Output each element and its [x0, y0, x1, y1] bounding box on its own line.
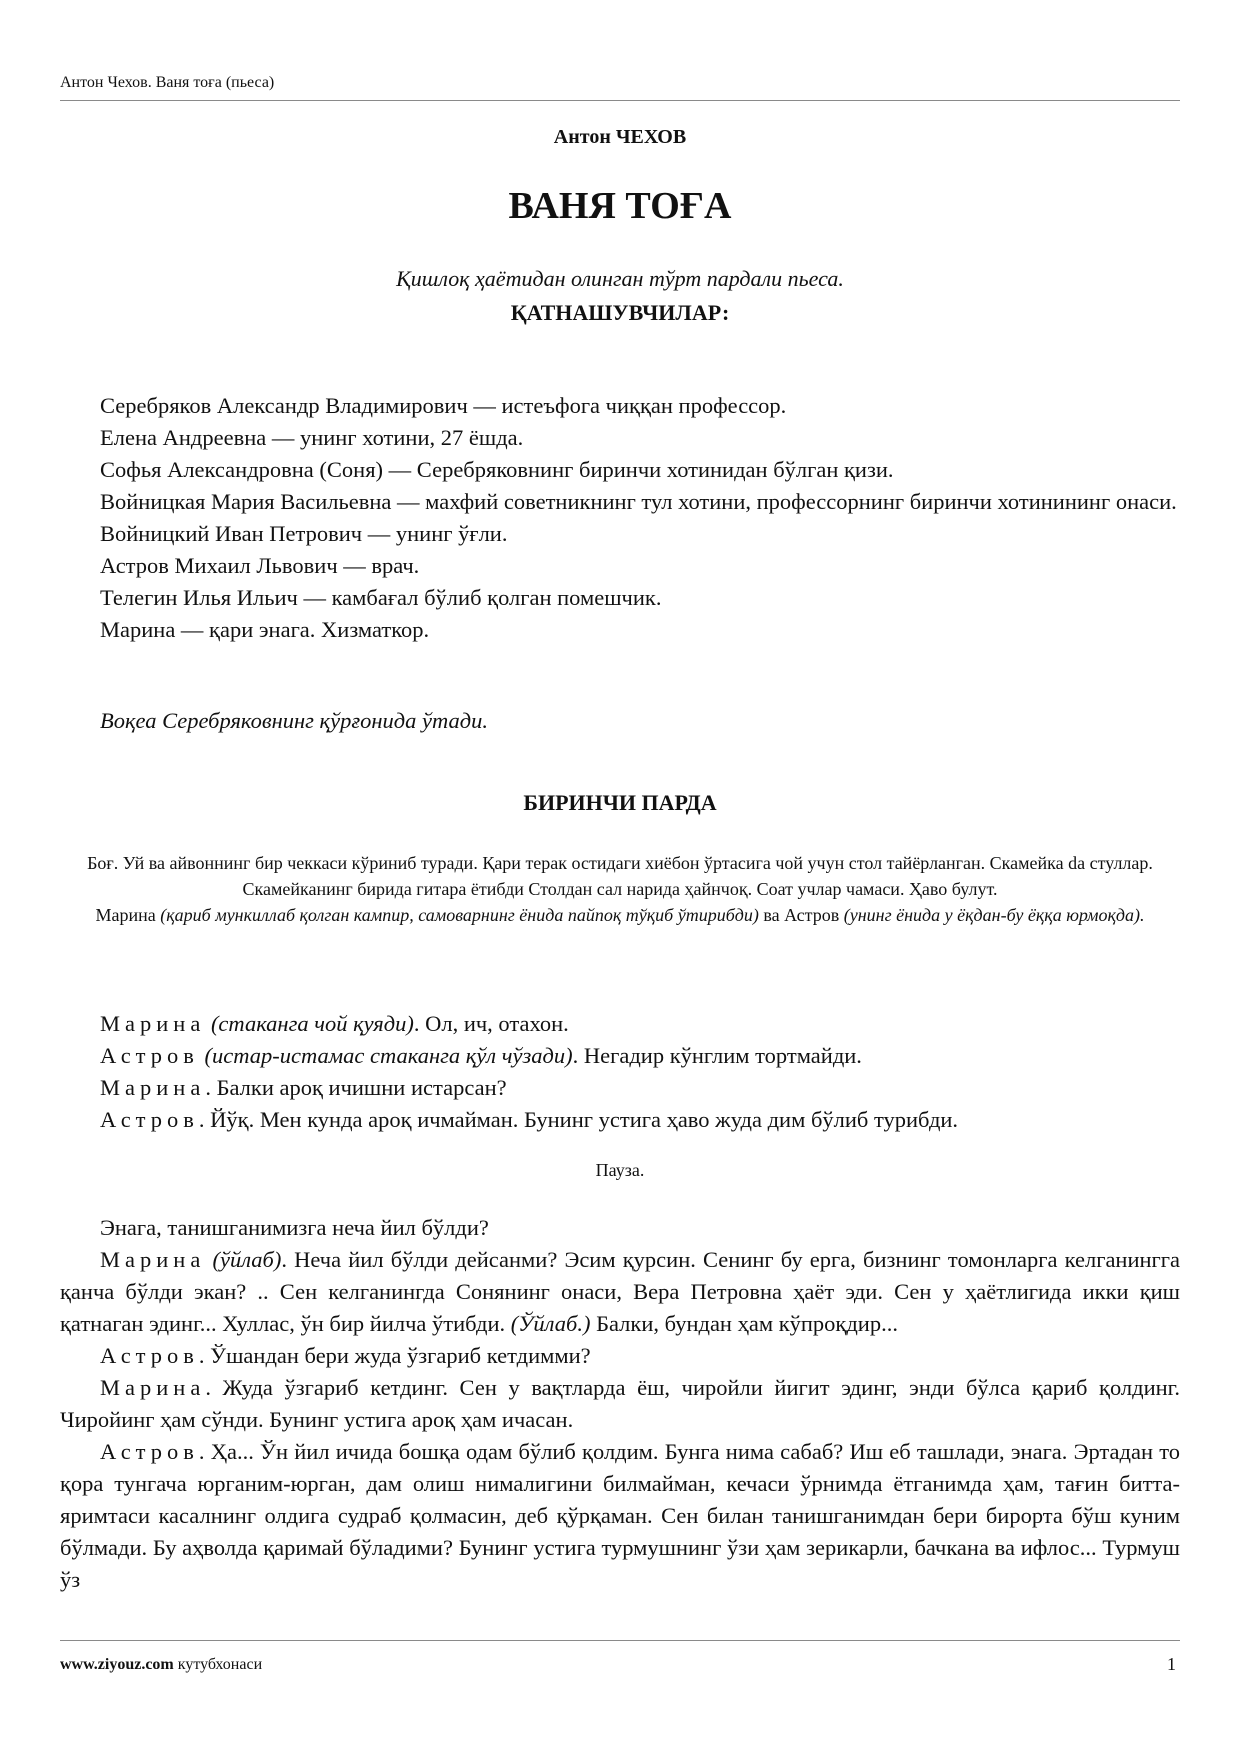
stage-direction [60, 850, 1180, 928]
cast-item: Серебряков Александр Владимирович — истеъфога чиққан профессор. [100, 393, 787, 418]
dialogue-line: Энага, танишганимизга неча йил бўлди? [100, 1215, 489, 1240]
cast-heading: ҚАТНАШУВЧИЛАР: [510, 300, 730, 325]
footer-library: кутубхонаси [173, 1656, 263, 1673]
cast-item: Телегин Илья Ильич — камбағал бўлиб қолган помешчик. [100, 585, 662, 610]
dialogue-line [60, 1072, 1180, 1104]
speaker-name: Марина [100, 1011, 206, 1036]
dialogue-line [60, 1104, 1180, 1136]
dialogue-line [60, 1372, 1180, 1436]
header-divider [60, 100, 1180, 101]
stage-entry-mid: ва Астров [758, 905, 844, 925]
speaker-name: Астров [100, 1107, 199, 1132]
cast-list [60, 390, 1180, 646]
line-text: . Ўшандан бери жуда ўзгариб кетдимми? [198, 1343, 591, 1368]
speaker-name: Марина [100, 1247, 206, 1272]
setting-note: Воқеа Серебряковнинг қўрғонида ўтади. [100, 708, 489, 733]
cast-item: Войницкая Мария Васильевна — махфий советникнинг тул хотини, профессорнинг биринчи хотинининг онаси. [100, 489, 1177, 514]
speaker-name: Марина [100, 1075, 206, 1100]
line-text: . Неча йил бўлди дейсанми? Эсим қурсин. Сенинг бу ерга, бизнинг томонларга келганингга қанча бўлди экан? .. Сен келганингда Сонянинг онаси, Вера Петровна ҳаёт эди. Сен у ҳаётлигида икки қиш қатнаган эдинг... Хуллас, ўн бир йилча ўтибди. [60, 1247, 1180, 1336]
line-text: . Йўқ. Мен кунда ароқ ичмайман. Бунинг устига ҳаво жуда дим бўлиб турибди. [198, 1107, 959, 1132]
stage-direction-inline: (истар-истамас стаканга қўл чўзади) [204, 1043, 573, 1068]
cast-item: Войницкий Иван Петрович — унинг ўғли. [100, 521, 508, 546]
stage-entry-note: (қариб мункиллаб қолган кампир, самоварнинг ёнида пайпоқ тўқиб ўтирибди) [160, 905, 759, 925]
dialogue-block [60, 1008, 1180, 1136]
speaker-name: Марина [100, 1375, 206, 1400]
play-title: ВАНЯ ТОҒА [508, 185, 732, 227]
stage-entry [60, 902, 1180, 928]
line-text: . Ҳа... Ўн йил ичида бошқа одам бўлиб қолдим. Бунга нима сабаб? Иш еб ташлади, энага. Эртадан то қора тунгача юрганим-юрган, дам олиш нималигини билмайман, кечаси ўрнимда ётганимда ҳам, тағин битта-яримтаси касалнинг олдига судраб қолмасин, деб қўрқаман. Сен билан танишганимдан бери бирорта бўш куним бўлмади. Бу аҳволда қаримай бўладими? Бунинг устига турмушнинг ўзи ҳам зерикарли, бачкана ва ифлос... Турмуш ўз [60, 1439, 1180, 1592]
line-text: Балки, бундан ҳам кўпроқдир... [590, 1311, 898, 1336]
cast-item: Софья Александровна (Соня) — Серебряковнинг биринчи хотинидан бўлган қизи. [100, 457, 894, 482]
act-heading: БИРИНЧИ ПАРДА [523, 790, 717, 815]
pause-direction: Пауза. [595, 1160, 645, 1180]
cast-item: Астров Михаил Львович — врач. [100, 553, 420, 578]
dialogue-line [60, 1340, 1180, 1372]
footer-site-link[interactable]: www.ziyouz.com [60, 1656, 174, 1673]
line-text: . Балки ароқ ичишни истарсан? [205, 1075, 507, 1100]
stage-entry-note: (унинг ёнида у ёқдан-бу ёққа юрмоқда). [843, 905, 1145, 925]
footer-divider [60, 1640, 1180, 1641]
author-name: Антон ЧЕХОВ [553, 126, 687, 148]
dialogue-line [60, 1244, 1180, 1340]
page-number: 1 [1167, 1654, 1176, 1674]
speaker-name: Астров [100, 1439, 199, 1464]
dialogue-line [60, 1040, 1180, 1072]
stage-direction-inline: (ўйлаб) [212, 1247, 282, 1272]
running-header: Антон Чехов. Ваня тоға (пьеса) [60, 74, 275, 91]
footer-source [60, 1656, 262, 1674]
cast-item: Елена Андреевна — унинг хотини, 27 ёшда. [100, 425, 524, 450]
line-text: . Ол, ич, отахон. [413, 1011, 569, 1036]
line-text: . Жуда ўзгариб кетдинг. Сен у вақтларда ёш, чиройли йигит эдинг, энди бўлса қариб қолдинг. Чиройинг ҳам сўнди. Бунинг устига ароқ ҳам ичасан. [60, 1375, 1180, 1432]
stage-direction-inline: (стаканга чой қуяди) [210, 1011, 414, 1036]
play-subtitle: Қишлоқ ҳаётидан олинган тўрт пардали пьеса. [396, 266, 844, 291]
speaker-name: Астров [100, 1043, 199, 1068]
dialogue-block [60, 1212, 1180, 1596]
line-text: . Негадир кўнглим тортмайди. [572, 1043, 862, 1068]
dialogue-line [60, 1436, 1180, 1596]
speaker-name: Астров [100, 1343, 199, 1368]
dialogue-line [60, 1008, 1180, 1040]
cast-item: Марина — қари энага. Хизматкор. [100, 617, 430, 642]
stage-description: Боғ. Уй ва айвоннинг бир чеккаси кўриниб туради. Қари терак остидаги хиёбон ўртасига чой учун стол тайёрланган. Скамейка da стуллар. Скамейканинг бирида гитара ётибди Столдан сал нарида ҳайнчоқ. Соат учлар чамаси. Ҳаво булут. [87, 853, 1153, 899]
stage-entry-name: Марина [95, 905, 161, 925]
stage-direction-inline: (Ўйлаб.) [510, 1311, 591, 1336]
